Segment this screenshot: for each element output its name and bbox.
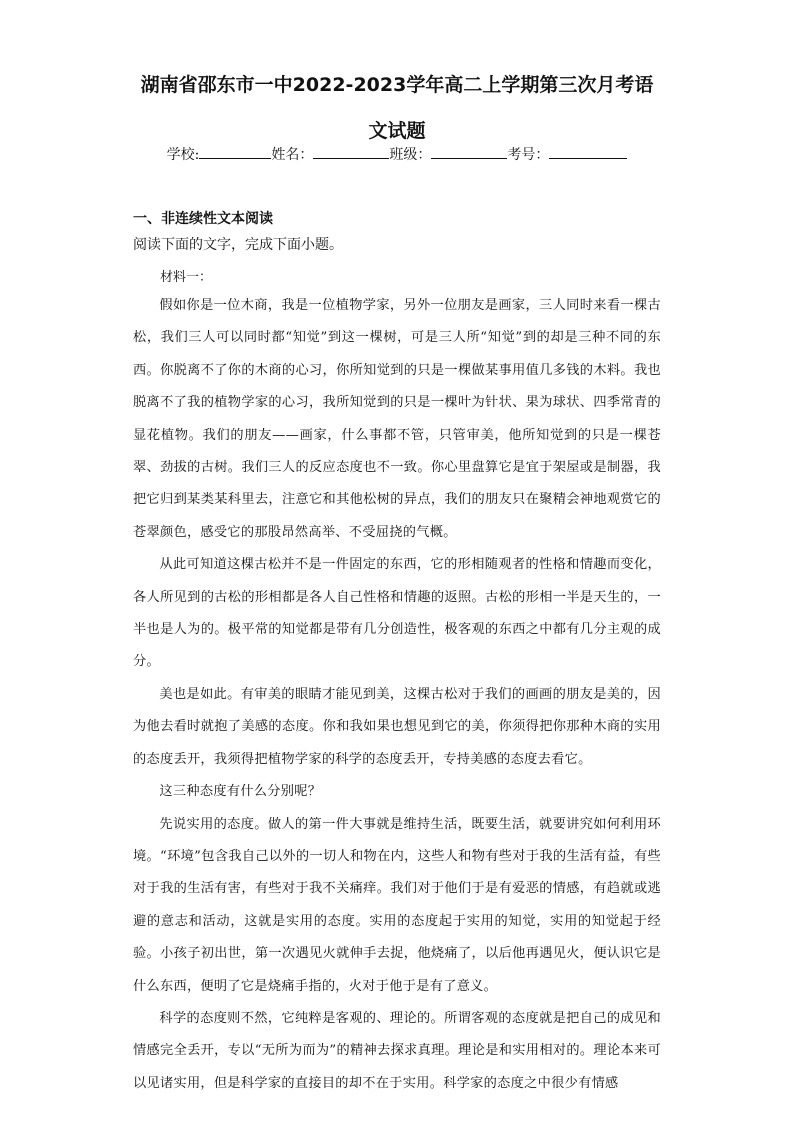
reading-instruction: 阅读下面的文字，完成下面小题。 — [133, 237, 343, 253]
document-title-line2: 文试题 — [368, 120, 426, 142]
passage-paragraph: 科学的态度则不然，它纯粹是客观的、理论的。所谓客观的态度就是把自己的成见和情感完全丢开，专以“无所为而为”的精神去探求真理。理论是和实用相对的。理论本来可以见诸实用，但是科学家的直接目的却不在于实用。科学家的态度之中很少有情感 — [133, 1010, 661, 1091]
passage-body — [133, 290, 661, 1100]
section-heading: 一、非连续性文本阅读 — [133, 211, 273, 227]
exam-number-blank[interactable] — [549, 144, 627, 159]
exam-number-label: 考号： — [507, 147, 550, 163]
passage-paragraph: 美也是如此。有审美的眼睛才能见到美，这棵古松对于我们的画画的朋友是美的，因为他去看时就抱了美感的态度。你和我如果也想见到它的美，你须得把你那种木商的实用的态度丢开，我须得把植物学家的科学的态度丢开，专持美感的态度去看它。 — [133, 686, 661, 767]
passage-paragraph: 先说实用的态度。做人的第一件大事就是维持生活，既要生活，就要讲究如何利用环境。“环境”包含我自己以外的一切人和物在内，这些人和物有些对于我的生活有益，有些对于我的生活有害，有些对于我不关痛痒。我们对于他们于是有爱恶的情感，有趋就或逃避的意志和活动，这就是实用的态度。实用的态度起于实用的知觉，实用的知觉起于经验。小孩子初出世，第一次遇见火就伸手去捉，他烧痛了，以后他再遇见火，便认识它是什么东西，便明了它是烧痛手指的，火对于他于是有了意义。 — [133, 816, 661, 994]
name-blank[interactable] — [313, 144, 389, 159]
class-label: 班级： — [389, 147, 432, 163]
passage-paragraph: 从此可知道这棵古松并不是一件固定的东西，它的形相随观者的性格和情趣而变化，各人所见到的古松的形相都是各人自己性格和情趣的返照。古松的形相一半是天生的，一半也是人为的。极平常的知觉都是带有几分创造性，极客观的东西之中都有几分主观的成分。 — [133, 557, 661, 670]
passage-paragraph: 这三种态度有什么分别呢？ — [159, 784, 322, 800]
school-blank[interactable] — [199, 144, 271, 159]
material-label: 材料一： — [160, 270, 213, 285]
school-label: 学校: — [166, 147, 200, 163]
student-info-row — [0, 144, 794, 164]
class-blank[interactable] — [431, 144, 507, 159]
passage-paragraph: 假如你是一位木商，我是一位植物学家，另外一位朋友是画家，三人同时来看一棵古松，我们三人可以同时都“知觉”到这一棵树，可是三人所“知觉”到的却是三种不同的东西。你脱离不了你的木商的心习，你所知觉到的只是一棵做某事用值几多钱的木料。我也脱离不了我的植物学家的心习，我所知觉到的只是一棵叶为针状、果为球状、四季常青的显花植物。我们的朋友——画家，什么事都不管，只管审美，他所知觉到的只是一棵苍翠、劲拔的古树。我们三人的反应态度也不一致。你心里盘算它是宜于架屋或是制器，我把它归到某类某科里去，注意它和其他松树的异点，我们的朋友只在聚精会神地观赏它的苍翠颜色，感受它的那股昂然高举、不受屈挠的气概。 — [133, 298, 661, 540]
name-label: 姓名： — [271, 147, 314, 163]
document-title-line1: 湖南省邵东市一中2022-2023学年高二上学期第三次月考语 — [140, 74, 654, 96]
